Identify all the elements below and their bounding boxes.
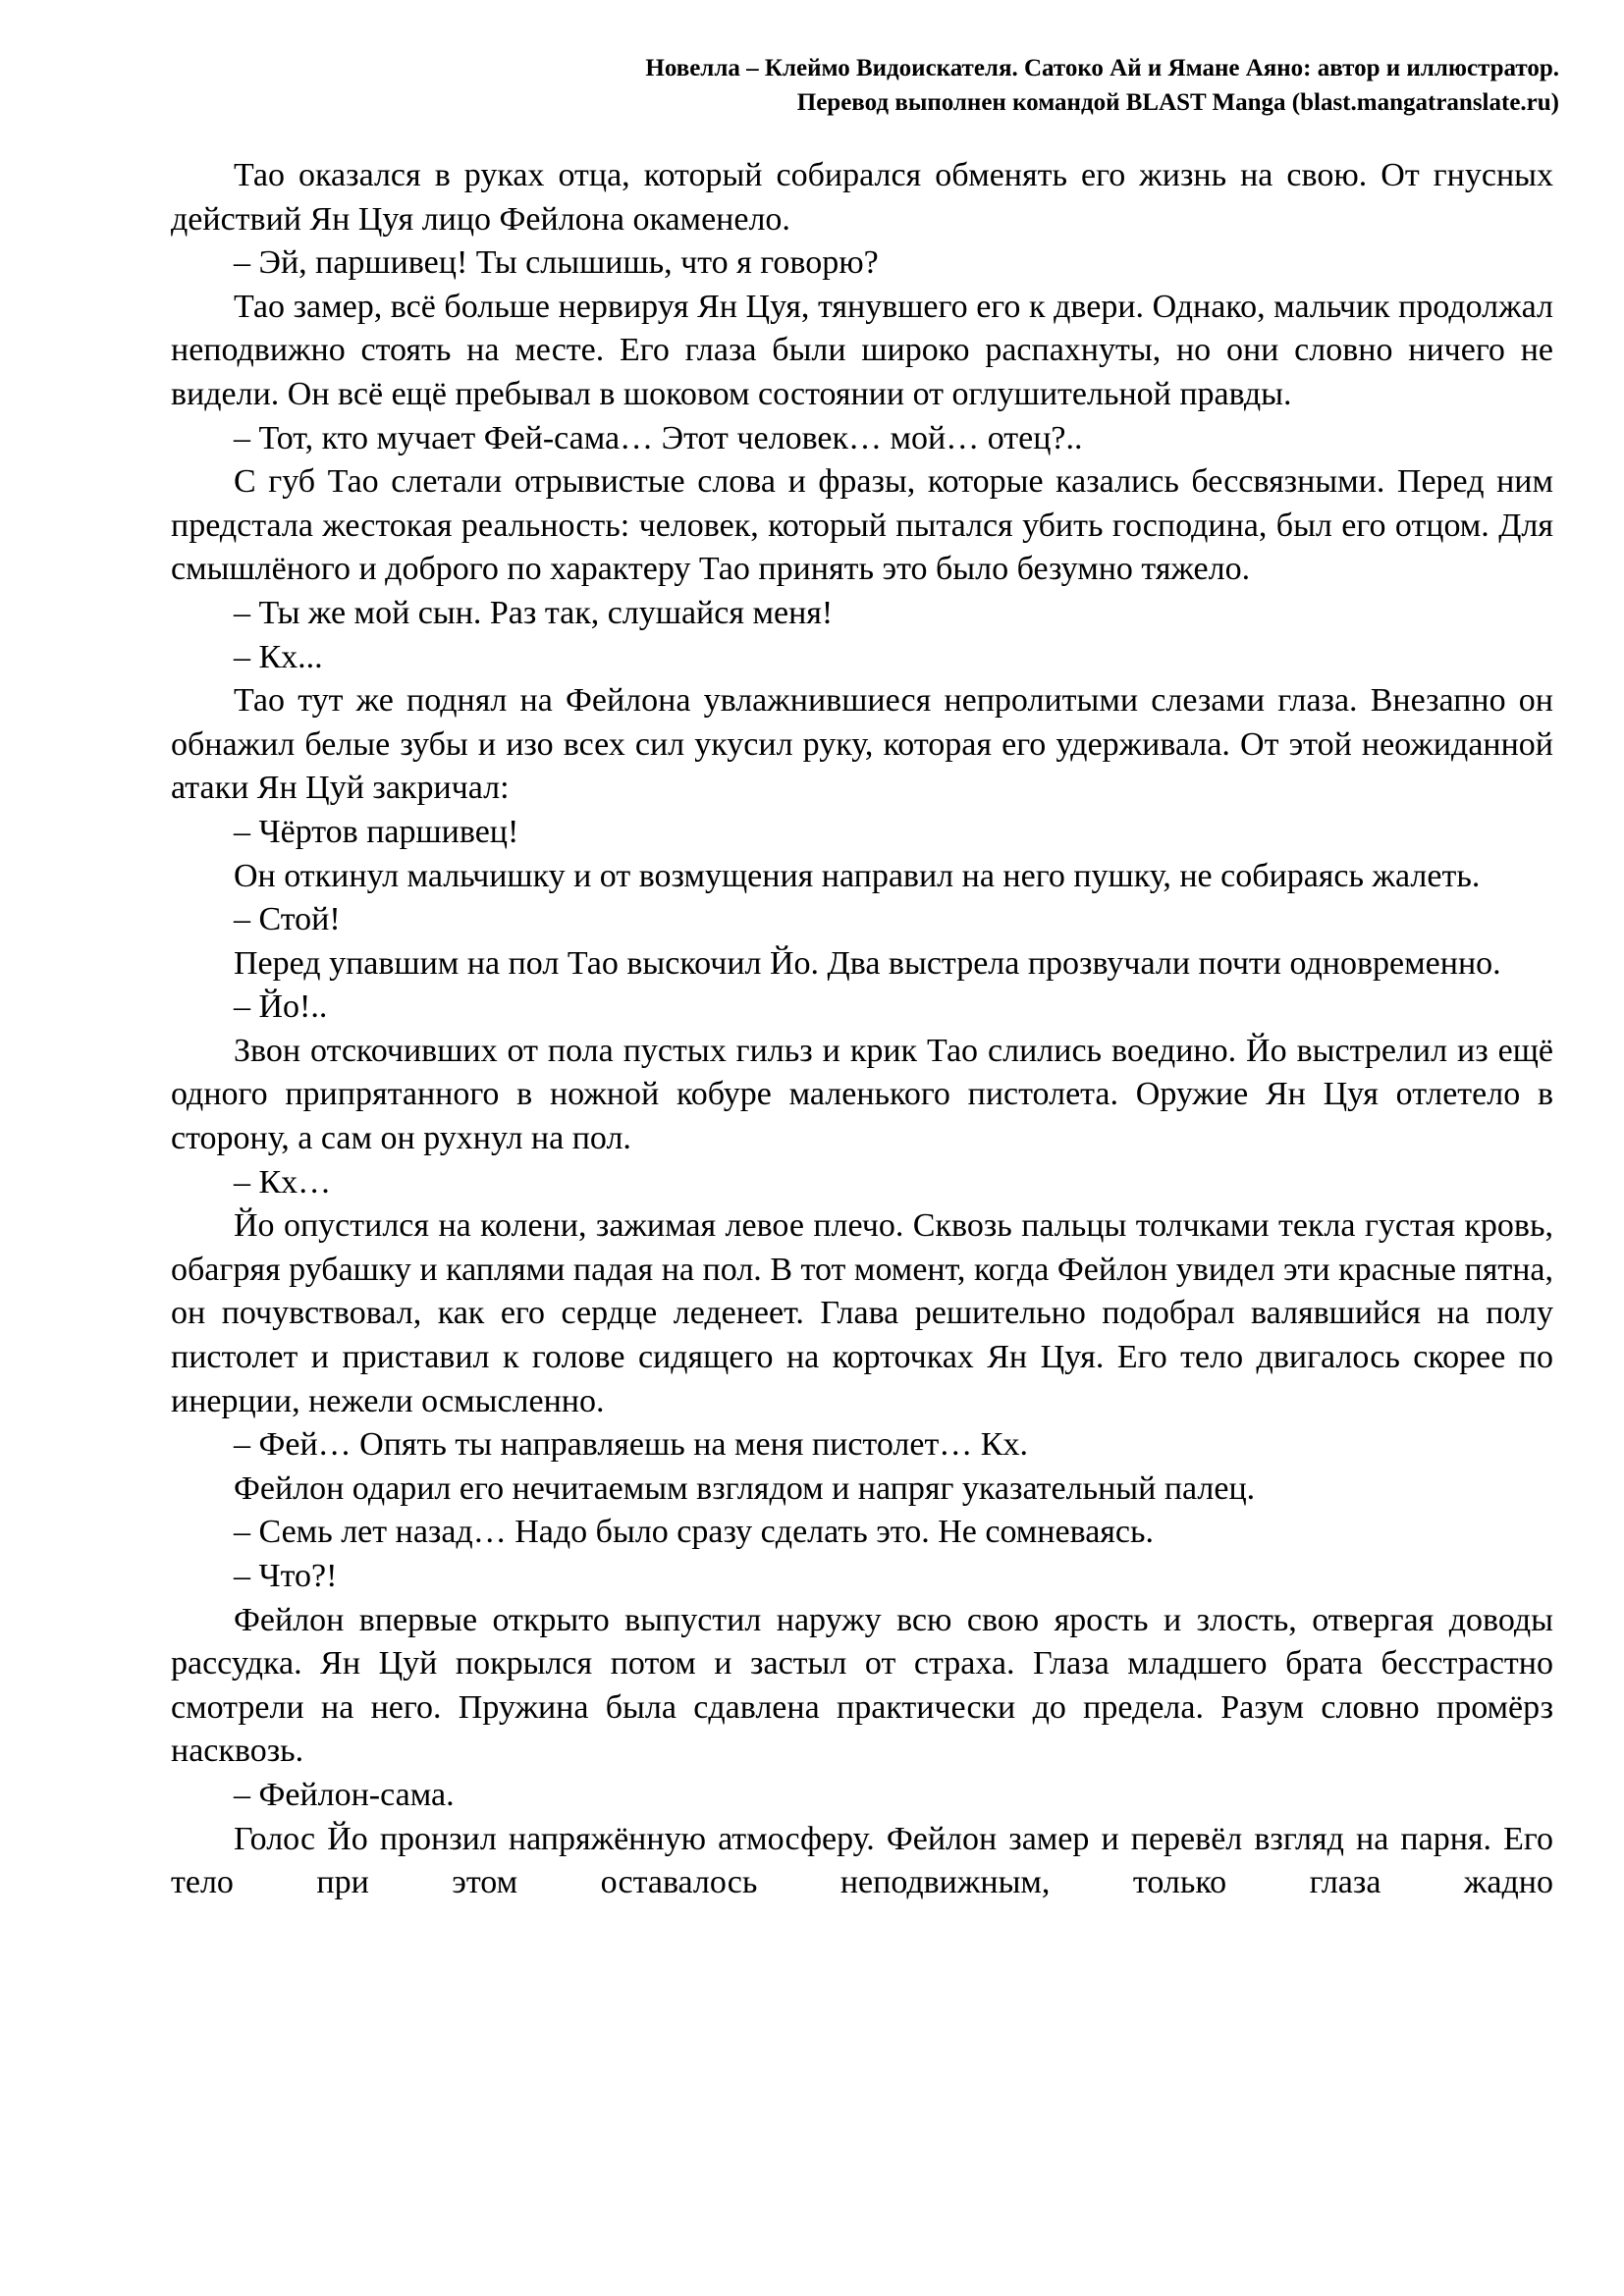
paragraph: – Кх… [234, 1163, 332, 1201]
paragraph: – Чёртов паршивец! [234, 813, 519, 850]
paragraph: – Эй, паршивец! Ты слышишь, что я говорю? [234, 244, 879, 282]
paragraph: Он откинул мальчишку и от возмущения направил на него пушку, не собираясь жалеть. [234, 857, 1481, 894]
page-header [645, 51, 1559, 120]
paragraph: – Что?! [234, 1558, 338, 1594]
paragraph: Тао тут же поднял на Фейлона увлажнившиеся непролитыми слезами глаза. Внезапно он обнажил белые зубы и изо всех сил укусил руку, которая его удерживала. От этой неожиданной атаки Ян Цуй закричал: [171, 682, 1553, 807]
paragraph: Фейлон одарил его нечитаемым взглядом и напряг указательный палец. [234, 1469, 1256, 1507]
paragraph: Йо опустился на колени, зажимая левое плечо. Сквозь пальцы толчками текла густая кровь, обагряя рубашку и каплями падая на пол. В тот момент, когда Фейлон увидел эти красные пятна, он почувствовал, как его сердце леденеет. Глава решительно подобрал валявшийся на полу пистолет и приставил к голове сидящего на корточках Ян Цуя. Его тело двигалось скорее по инерции, нежели осмысленно. [171, 1207, 1553, 1419]
paragraph: Фейлон впервые открыто выпустил наружу всю свою ярость и злость, отвергая доводы рассудка. Ян Цуй покрылся потом и застыл от страха. Глаза младшего брата бесстрастно смотрели на него. Пружина была сдавлена практически до предела. Разум словно промёрз насквозь. [171, 1601, 1553, 1770]
paragraph: С губ Тао слетали отрывистые слова и фразы, которые казались бессвязными. Перед ним предстала жестокая реальность: человек, который пытался убить господина, был его отцом. Для смышлёного и доброго по характеру Тао принять это было безумно тяжело. [171, 463, 1553, 588]
paragraph: – Тот, кто мучает Фей-сама… Этот человек… мой… отец?.. [234, 419, 1083, 456]
paragraph: – Фейлон-сама. [234, 1776, 455, 1813]
paragraph: Тао оказался в руках отца, который собирался обменять его жизнь на свою. От гнусных действий Ян Цуя лицо Фейлона окаменело. [171, 157, 1553, 238]
header-credits-line: Перевод выполнен командой BLAST Manga (blast.mangatranslate.ru) [796, 89, 1559, 116]
paragraph: – Йо!.. [234, 988, 328, 1026]
paragraph: – Стой! [234, 901, 341, 938]
paragraph: Звон отскочивших от пола пустых гильз и крик Тао слились воедино. Йо выстрелил из ещё одного припрятанного в ножной кобуре маленького пистолета. Оружие Ян Цуя отлетело в сторону, а сам он рухнул на пол. [171, 1032, 1553, 1157]
story-text [171, 154, 1553, 1905]
paragraph: – Фей… Опять ты направляешь на меня пистолет… Кх. [234, 1426, 1028, 1464]
header-title-line: Новелла – Клеймо Видоискателя. Сатоко Ай и Ямане Аяно: автор и иллюстратор. [645, 55, 1559, 81]
paragraph: – Ты же мой сын. Раз так, слушайся меня! [234, 594, 834, 631]
paragraph: – Семь лет назад… Надо было сразу сделать это. Не сомневаясь. [234, 1514, 1155, 1551]
paragraph: Голос Йо пронзил напряжённую атмосферу. Фейлон замер и перевёл взгляд на парня. Его тело при этом оставалось неподвижным, только глаза жадно [171, 1820, 1553, 1901]
paragraph: Тао замер, всё больше нервируя Ян Цуя, тянувшего его к двери. Однако, мальчик продолжал неподвижно стоять на месте. Его глаза были широко распахнуты, но они словно ничего не видели. Он всё ещё пребывал в шоковом состоянии от оглушительной правды. [171, 288, 1553, 412]
paragraph: – Кх... [234, 638, 323, 675]
paragraph: Перед упавшим на пол Тао выскочил Йо. Два выстрела прозвучали почти одновременно. [234, 944, 1501, 982]
